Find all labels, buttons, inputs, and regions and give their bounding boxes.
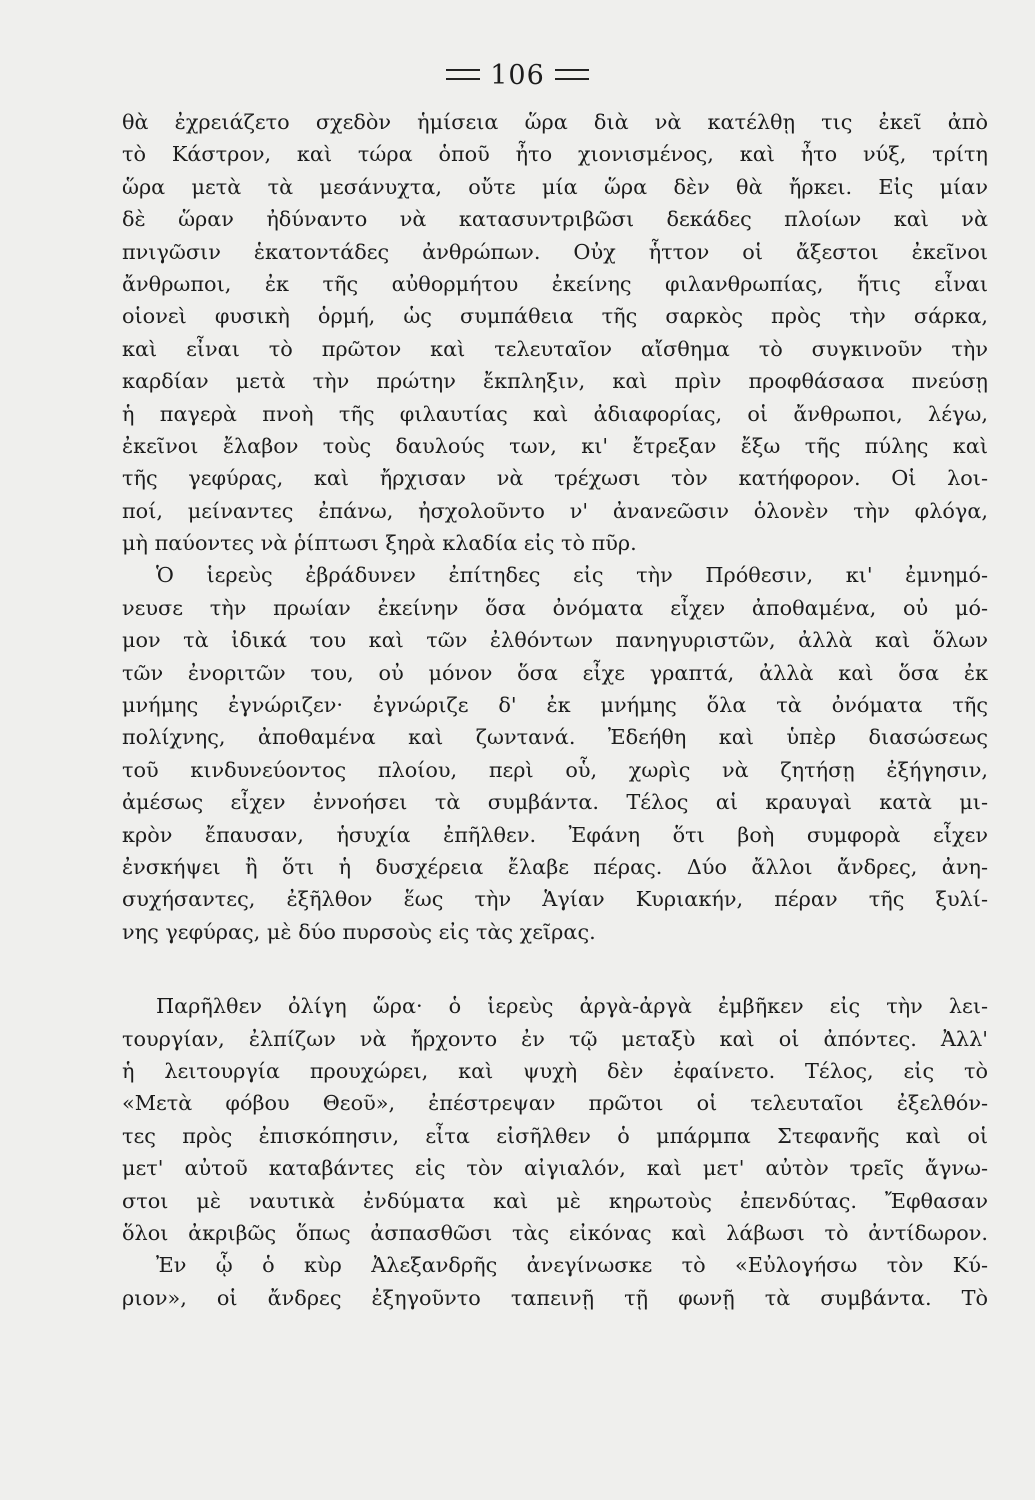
text-line: θὰ ἐχρειάζετο σχεδὸν ἡμίσεια ὥρα διὰ νὰ κατέλθῃ τις ἐκεῖ ἀπὸ — [122, 110, 988, 134]
text-line: «Μετὰ φόβου Θεοῦ», ἐπέστρεψαν πρῶτοι οἱ τελευταῖοι ἐξελθόν- — [122, 1091, 988, 1116]
text-line: πολίχνης, ἀποθαμένα καὶ ζωντανά. Ἐδεήθη καὶ ὑπὲρ διασώσεως — [122, 725, 988, 750]
section-gap — [122, 948, 988, 990]
text-line: νευσε τὴν πρωίαν ἐκείνην ὅσα ὀνόματα εἶχεν ἀποθαμένα, οὐ μό- — [122, 595, 988, 620]
text-line: οἱονεὶ φυσικὴ ὁρμή, ὡς συμπάθεια τῆς σαρκὸς πρὸς τὴν σάρκα, — [122, 304, 988, 329]
text-line: τοῦ κινδυνεύοντος πλοίου, περὶ οὗ, χωρὶς νὰ ζητήσῃ ἐξήγησιν, — [122, 757, 988, 782]
text-line: κρὸν ἔπαυσαν, ἡσυχία ἐπῆλθεν. Ἐφάνη ὅτι βοὴ συμφορὰ εἶχεν — [122, 822, 988, 847]
text-line: ὥρα μετὰ τὰ μεσάνυχτα, οὔτε μία ὥρα δὲν θὰ ἤρκει. Εἰς μίαν — [122, 174, 988, 199]
text-line: ἐνσκήψει ἢ ὅτι ἡ δυσχέρεια ἔλαβε πέρας. Δύο ἄλλοι ἄνδρες, ἀνη- — [122, 854, 988, 879]
text-line: μετ' αὐτοῦ καταβάντες εἰς τὸν αἰγιαλόν, καὶ μετ' αὐτὸν τρεῖς ἄγνω- — [122, 1156, 988, 1181]
text-line: ἐκεῖνοι ἔλαβον τοὺς δαυλούς των, κι' ἔτρεξαν ἔξω τῆς πύλης καὶ — [122, 433, 988, 458]
text-line: συχήσαντες, ἐξῆλθον ἕως τὴν Ἁγίαν Κυριακήν, πέραν τῆς ξυλί- — [122, 887, 988, 912]
paragraph-block-2 — [122, 990, 988, 1314]
text-line: στοι μὲ ναυτικὰ ἐνδύματα καὶ μὲ κηρωτοὺς ἐπενδύτας. Ἔφθασαν — [122, 1188, 988, 1213]
text-line: ἄνθρωποι, ἐκ τῆς αὐθορμήτου ἐκείνης φιλανθρωπίας, ἥτις εἶναι — [122, 271, 988, 296]
text-line: μον τὰ ἰδικά του καὶ τῶν ἐλθόντων πανηγυριστῶν, ἀλλὰ καὶ ὅλων — [122, 628, 988, 653]
text-line: καὶ εἶναι τὸ πρῶτον καὶ τελευταῖον αἴσθημα τὸ συγκινοῦν τὴν — [122, 336, 988, 361]
text-line: τὸ Κάστρον, καὶ τώρα ὁποῦ ἦτο χιονισμένος, καὶ ἦτο νύξ, τρίτη — [122, 142, 988, 167]
text-line: τουργίαν, ἐλπίζων νὰ ἤρχοντο ἐν τῷ μεταξὺ καὶ οἱ ἀπόντες. Ἀλλ' — [122, 1026, 988, 1051]
body-text — [122, 106, 988, 1314]
text-line: νης γεφύρας, μὲ δύο πυρσοὺς εἰς τὰς χεῖρας. — [122, 919, 596, 944]
text-line: μὴ παύοντες νὰ ῥίπτωσι ξηρὰ κλαδία εἰς τὸ πῦρ. — [122, 531, 637, 556]
text-line: τες πρὸς ἐπισκόπησιν, εἶτα εἰσῆλθεν ὁ μπάρμπα Στεφανῆς καὶ οἱ — [122, 1123, 988, 1148]
left-double-rule — [446, 69, 480, 80]
text-line: ποί, μείναντες ἐπάνω, ἠσχολοῦντο ν' ἀνανεῶσιν ὁλονὲν τὴν φλόγα, — [122, 498, 988, 523]
text-line: καρδίαν μετὰ τὴν πρώτην ἔκπληξιν, καὶ πρὶν προφθάσασα πνεύσῃ — [122, 369, 988, 394]
text-line: Ὁ ἱερεὺς ἐβράδυνεν ἐπίτηδες εἰς τὴν Πρόθεσιν, κι' ἐμνημό- — [156, 563, 988, 588]
text-line: ἀμέσως εἶχεν ἐννοήσει τὰ συμβάντα. Τέλος αἱ κραυγαὶ κατὰ μι- — [122, 790, 988, 815]
text-line: δὲ ὥραν ἠδύναντο νὰ κατασυντριβῶσι δεκάδες πλοίων καὶ νὰ — [122, 207, 988, 232]
right-double-rule — [555, 69, 589, 80]
text-line: Ἐν ᾧ ὁ κὺρ Ἀλεξανδρῆς ἀνεγίνωσκε τὸ «Εὐλογήσω τὸν Κύ- — [156, 1253, 988, 1278]
text-line: πνιγῶσιν ἑκατοντάδες ἀνθρώπων. Οὐχ ἧττον οἱ ἄξεστοι ἐκεῖνοι — [122, 239, 988, 264]
text-line: ριον», οἱ ἄνδρες ἐξηγοῦντο ταπεινῇ τῇ φωνῇ τὰ συμβάντα. Τὸ — [122, 1285, 988, 1310]
text-line: ἡ παγερὰ πνοὴ τῆς φιλαυτίας καὶ ἀδιαφορίας, οἱ ἄνθρωποι, λέγω, — [122, 401, 988, 426]
text-line: τῆς γεφύρας, καὶ ἤρχισαν νὰ τρέχωσι τὸν κατήφορον. Οἱ λοι- — [122, 466, 988, 491]
text-line: ὅλοι ἀκριβῶς ὅπως ἀσπασθῶσι τὰς εἰκόνας καὶ λάβωσι τὸ ἀντίδωρον. — [122, 1220, 988, 1245]
page-number-header — [0, 60, 1035, 91]
paragraph-block-1 — [122, 106, 988, 948]
text-line: τῶν ἐνοριτῶν του, οὐ μόνον ὅσα εἶχε γραπτά, ἀλλὰ καὶ ὅσα ἐκ — [122, 660, 988, 685]
text-line: μνήμης ἐγνώριζεν· ἐγνώριζε δ' ἐκ μνήμης ὅλα τὰ ὀνόματα τῆς — [122, 693, 988, 718]
page-number: 106 — [490, 60, 545, 91]
text-line: Παρῆλθεν ὀλίγη ὥρα· ὁ ἱερεὺς ἀργὰ-ἀργὰ ἐμβῆκεν εἰς τὴν λει- — [156, 994, 988, 1019]
text-line: ἡ λειτουργία προυχώρει, καὶ ψυχὴ δὲν ἐφαίνετο. Τέλος, εἰς τὸ — [122, 1058, 988, 1083]
